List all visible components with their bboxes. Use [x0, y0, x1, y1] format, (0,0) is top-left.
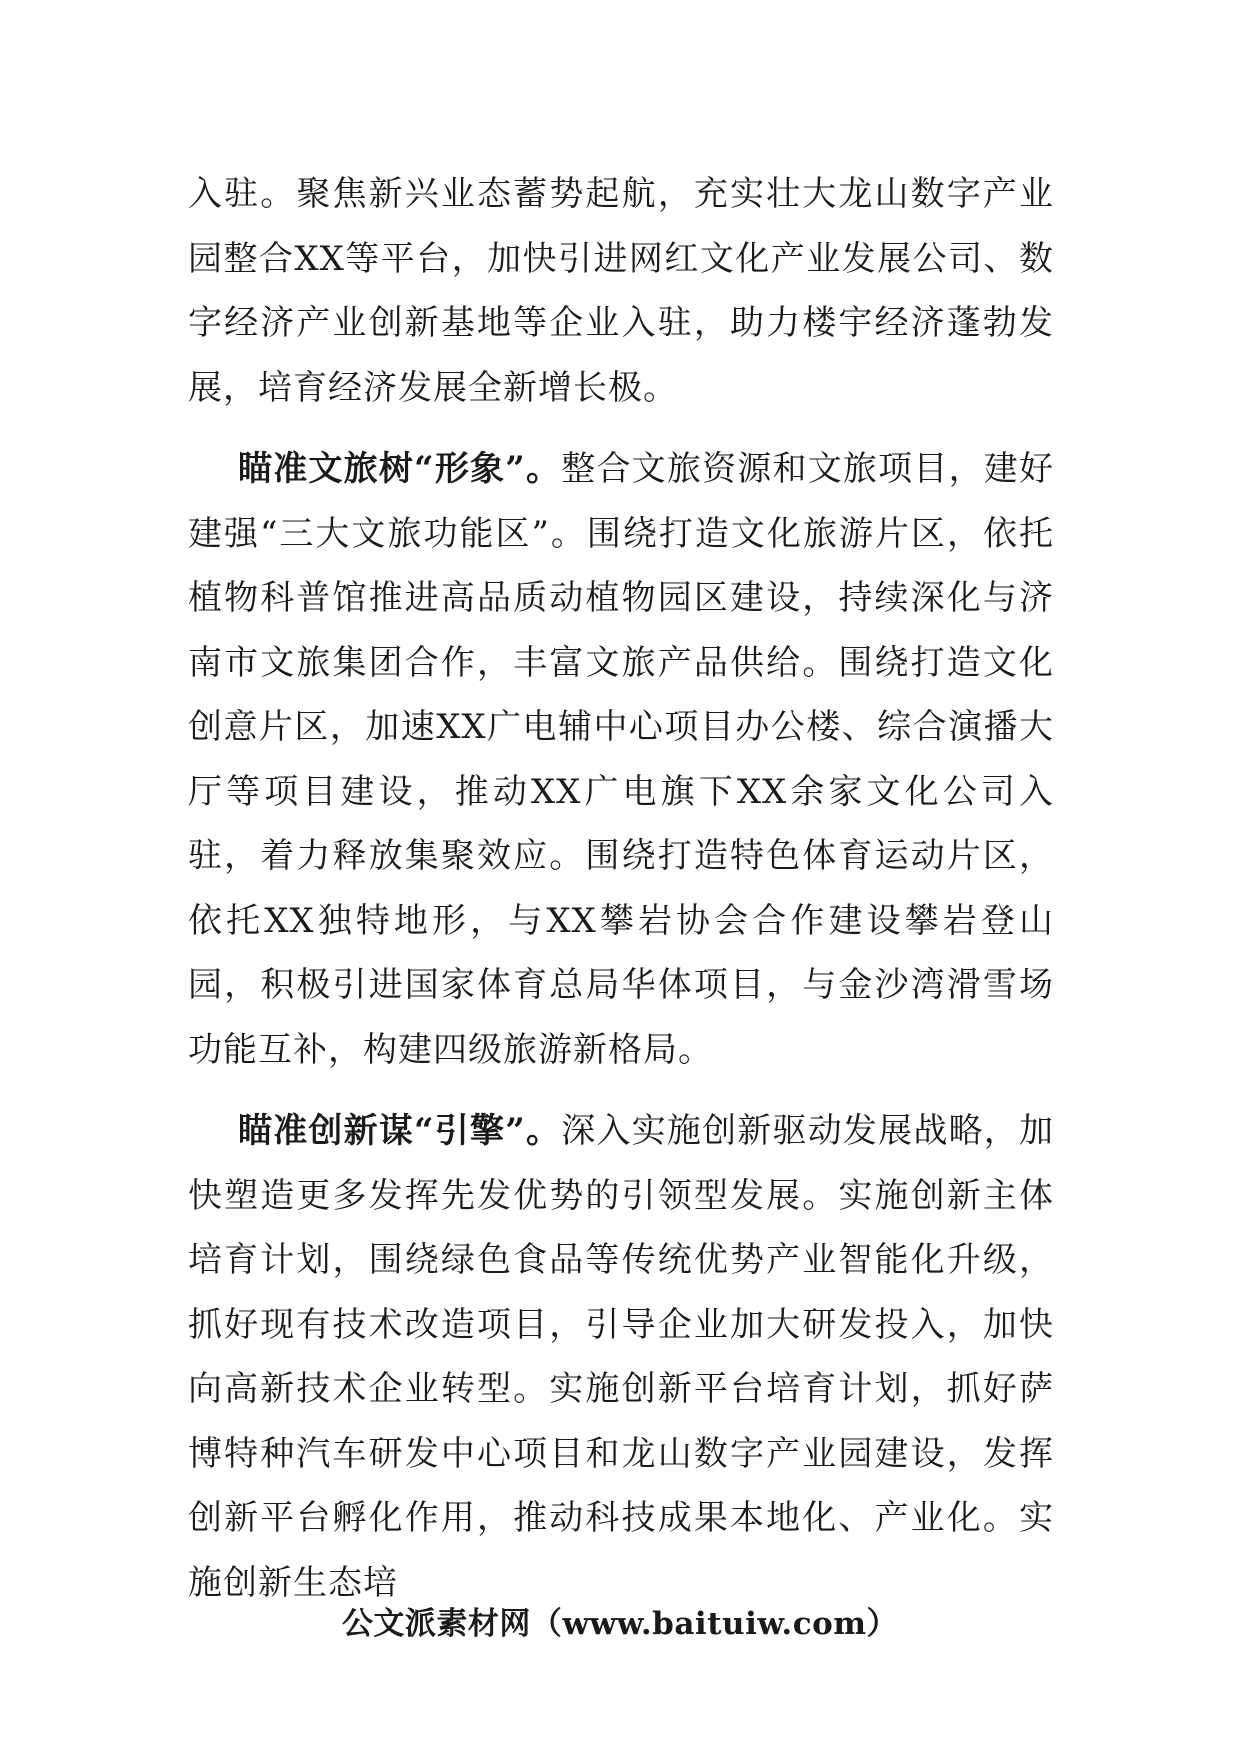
paragraph-text: 入驻。聚焦新兴业态蓄势起航，充实壮大龙山数字产业园整合XX等平台，加快引进网红文化产业发展公司、数字经济产业创新基地等企业入驻，助力楼宇经济蓬勃发展，培育经济发展全新增长极。 [188, 174, 1054, 408]
paragraph-heading: 瞄准创新谋“引擎”。 [238, 1111, 562, 1151]
paragraph-text: 整合文旅资源和文旅项目，建好建强“三大文旅功能区”。围绕打造文化旅游片区，依托植物科普馆推进高品质动植物园区建设，持续深化与济南市文旅集团合作，丰富文旅产品供给。围绕打造文化创意片区，加速XX广电辅中心项目办公楼、综合演播大厅等项目建设，推动XX广电旗下XX余家文化公司入驻，着力释放集聚效应。围绕打造特色体育运动片区，依托XX独特地形，与XX攀岩协会合作建设攀岩登山园，积极引进国家体育总局华体项目，与金沙湾滑雪场功能互补，构建四级旅游新格局。 [188, 449, 1054, 1070]
page-footer: 公文派素材网（www.baituiw.com） [341, 1606, 899, 1642]
document-body [188, 162, 1054, 1615]
paragraph-text: 深入实施创新驱动发展战略，加快塑造更多发挥先发优势的引领型发展。实施创新主体培育计划，围绕绿色食品等传统优势产业智能化升级，抓好现有技术改造项目，引导企业加大研发投入，加快向高新技术企业转型。实施创新平台培育计划，抓好萨博特种汽车研发中心项目和龙山数字产业园建设，发挥创新平台孵化作用，推动科技成果本地化、产业化。实施创新生态培 [188, 1111, 1054, 1603]
paragraph-innovation [188, 1099, 1054, 1615]
paragraph-continuation [188, 162, 1054, 420]
paragraph-culture-tourism [188, 437, 1054, 1082]
paragraph-heading: 瞄准文旅树“形象”。 [238, 449, 562, 489]
